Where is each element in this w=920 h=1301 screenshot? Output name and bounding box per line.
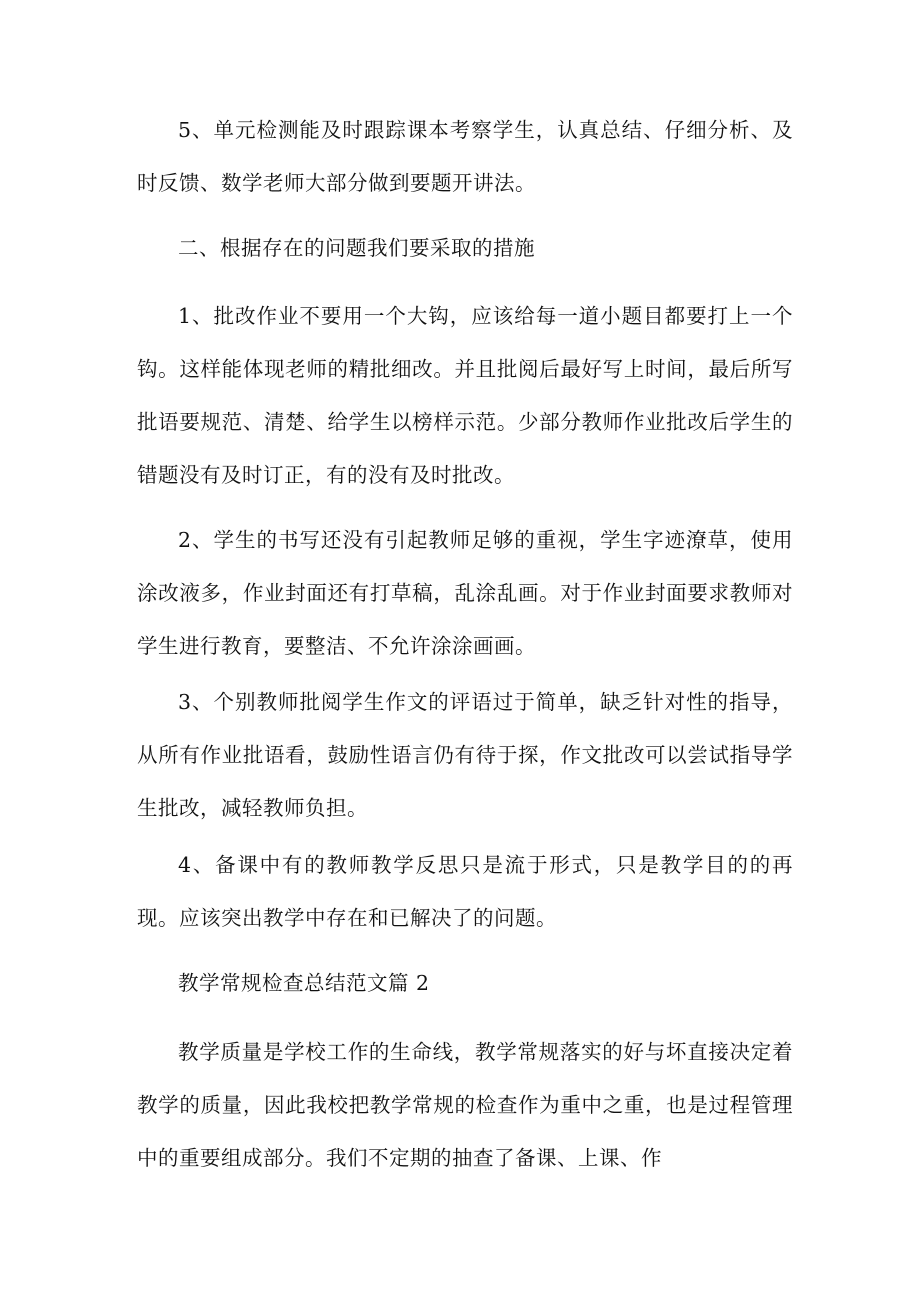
paragraph-homework-correction: 1、批改作业不要用一个大钩，应该给每一道小题目都要打上一个钩。这样能体现老师的精批细改。并且批阅后最好写上时间，最后所写批语要规范、清楚、给学生以榜样示范。少部分教师作业批改后学生的错题没有及时订正，有的没有及时批改。: [137, 304, 793, 487]
paragraph-lesson-reflection: 4、备课中有的教师教学反思只是流于形式，只是教学目的的再现。应该突出教学中存在和已解决了的问题。: [137, 853, 793, 930]
paragraph-unit-test: 5、单元检测能及时跟踪课本考察学生，认真总结、仔细分析、及时反馈、数学老师大部分做到要题开讲法。: [137, 118, 793, 195]
paragraph-handwriting: 2、学生的书写还没有引起教师足够的重视，学生字迹潦草，使用涂改液多，作业封面还有打草稿，乱涂乱画。对于作业封面要求教师对学生进行教育，要整洁、不允许涂涂画画。: [137, 528, 793, 658]
article-title-part-2: 教学常规检查总结范文篇 2: [178, 971, 430, 995]
section-heading-measures: 二、根据存在的问题我们要采取的措施: [178, 236, 535, 260]
paragraph-essay-comments: 3、个别教师批阅学生作文的评语过于简单，缺乏针对性的指导，从所有作业批语看，鼓励性语言仍有待于探，作文批改可以尝试指导学生批改，减轻教师负担。: [137, 690, 793, 820]
paragraph-teaching-quality: 教学质量是学校工作的生命线，教学常规落实的好与坏直接决定着教学的质量，因此我校把教学常规的检查作为重中之重，也是过程管理中的重要组成部分。我们不定期的抽查了备课、上课、作: [137, 1040, 793, 1170]
